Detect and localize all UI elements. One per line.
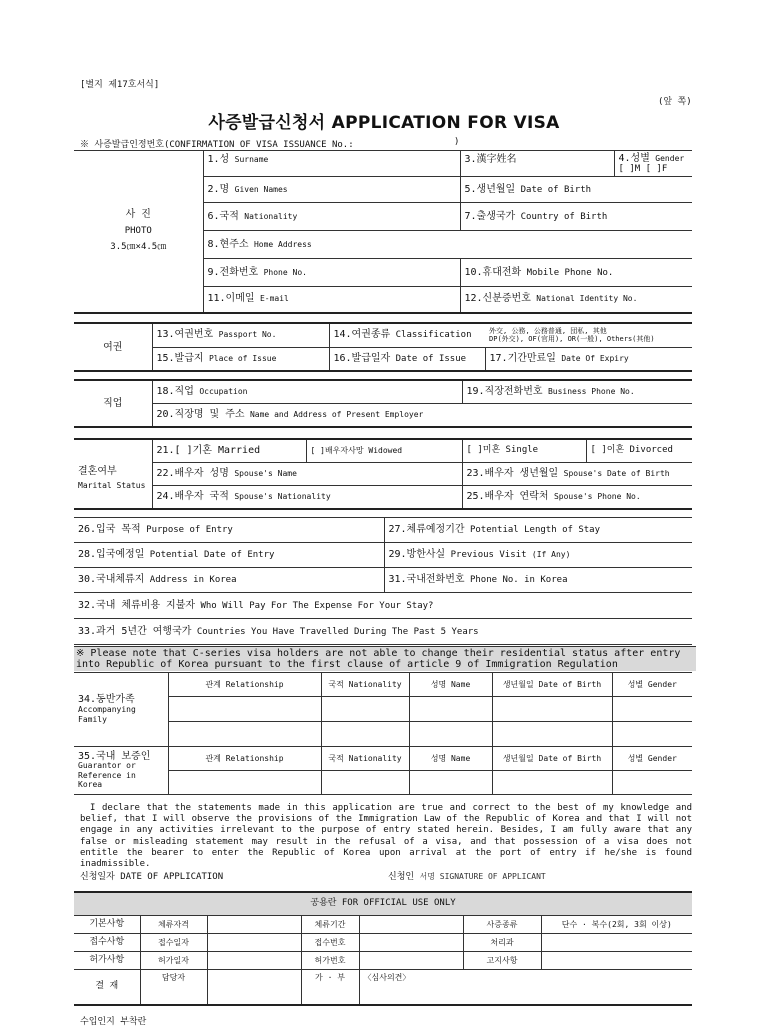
family-row-2-nationality[interactable] xyxy=(321,722,409,747)
spouse-nationality-field[interactable] xyxy=(152,485,462,509)
official-notice-value[interactable] xyxy=(541,951,692,969)
family-row-2-name[interactable] xyxy=(409,722,492,747)
official-permit-date-value[interactable] xyxy=(207,951,301,969)
national-id-label-en: National Identity No. xyxy=(536,294,638,304)
place-of-issue-label: 15.발급지 xyxy=(156,352,204,364)
occupation-label: 18.직업 xyxy=(156,385,194,397)
official-dept-value[interactable] xyxy=(541,933,692,951)
family-row-2-gender[interactable] xyxy=(612,722,692,747)
official-permit-no-value[interactable] xyxy=(359,951,463,969)
guarantor-nationality-header: 국적 Nationality xyxy=(321,747,409,771)
page-title: 사증발급신청서 APPLICATION FOR VISA xyxy=(208,113,560,133)
official-officer-label: 담당자 xyxy=(140,969,207,1005)
photo-box[interactable] xyxy=(74,151,203,313)
family-guarantor-table xyxy=(74,672,692,795)
given-names-field[interactable] xyxy=(203,177,460,203)
mobile-label: 10.휴대전화 xyxy=(464,266,522,278)
expense-payer-field[interactable] xyxy=(74,593,692,619)
date-of-expiry-label: 17.기간만료일 xyxy=(489,352,556,364)
divorced-option-label: [ ]이혼 Divorced xyxy=(590,445,673,456)
nationality-label: 6.국적 xyxy=(207,210,239,222)
single-option-label: [ ]미혼 Single xyxy=(466,445,539,456)
date-of-expiry-field[interactable] xyxy=(485,347,692,371)
passport-no-label-en: Passport No. xyxy=(218,330,277,340)
family-relationship-header: 관계 Relationship xyxy=(168,673,321,697)
countries-travelled-label: 33.과거 5년간 여행국가 xyxy=(78,625,192,637)
home-address-field[interactable] xyxy=(203,231,692,259)
single-option[interactable] xyxy=(462,439,586,462)
gender-label: 4.성별 xyxy=(618,152,650,164)
official-dept-label: 처리과 xyxy=(463,933,541,951)
photo-label-en: PHOTO xyxy=(124,226,152,237)
countries-travelled-field[interactable] xyxy=(74,619,692,645)
guarantor-row-gender[interactable] xyxy=(612,771,692,795)
occupation-label-en: Occupation xyxy=(199,386,248,396)
previous-visit-field[interactable] xyxy=(384,543,692,568)
official-review-opinion-label: 〈심사의견〉 xyxy=(363,972,411,982)
official-basic-info: 기본사항 xyxy=(74,915,140,933)
official-visa-type-value[interactable]: 단수 · 복수(2회, 3회 이상) xyxy=(541,915,692,933)
official-approval-label: 결 재 xyxy=(74,969,140,1005)
purpose-of-entry-field[interactable] xyxy=(74,518,384,543)
nationality-field[interactable] xyxy=(203,203,460,231)
home-address-label: 8.현주소 xyxy=(207,238,249,250)
photo-size: 3.5㎝×4.5㎝ xyxy=(110,242,167,253)
spouse-phone-field[interactable] xyxy=(462,485,692,509)
family-label xyxy=(74,673,168,747)
dob-label-en: Date of Birth xyxy=(520,184,592,195)
previous-visit-label-en: Previous Visit xyxy=(450,550,527,560)
date-of-entry-field[interactable] xyxy=(74,543,384,568)
spouse-phone-label-en: Spouse's Phone No. xyxy=(553,491,641,501)
passport-no-label: 13.여권번호 xyxy=(156,329,214,341)
given-names-label: 2.명 xyxy=(207,183,230,195)
official-visa-type-label: 사증종류 xyxy=(463,915,541,933)
dob-field[interactable] xyxy=(460,177,692,203)
occupation-field[interactable] xyxy=(152,380,462,403)
phone-in-korea-label: 31.국내전화번호 xyxy=(388,574,465,585)
employer-label-en: Name and Address of Present Employer xyxy=(249,409,424,419)
gender-label-en: Gender xyxy=(655,153,685,163)
chinese-name-label: 3.漢字姓名 xyxy=(464,154,517,165)
c-series-notice: ※ Please note that C-series visa holders are not able to change their residential status after entry into Republic of Korea pursuant to the first clause of article 9 of Immigration Regulation xyxy=(74,646,696,671)
official-permit-date-label: 허가일자 xyxy=(140,951,207,969)
family-name-header: 성명 Name xyxy=(409,673,492,697)
spouse-name-label: 22.배우자 성명 xyxy=(156,467,229,479)
passport-class-label-en: Classification xyxy=(395,330,472,341)
family-row-1-nationality[interactable] xyxy=(321,697,409,722)
guarantor-row-dob[interactable] xyxy=(492,771,612,795)
place-of-issue-field[interactable] xyxy=(152,347,329,371)
guarantor-label-en-1: Guarantor or xyxy=(78,761,136,770)
family-row-1-relationship[interactable] xyxy=(168,697,321,722)
date-of-expiry-label-en: Date Of Expiry xyxy=(561,353,629,363)
expense-payer-label-en: Who Will Pay For The Expense For Your Stay? xyxy=(200,600,434,611)
travel-table xyxy=(74,517,692,645)
spouse-nationality-label-en: Spouse's Nationality xyxy=(234,491,331,501)
mobile-field[interactable] xyxy=(460,259,692,287)
form-reference: [별지 제17호서식] xyxy=(80,80,160,90)
application-date[interactable]: 신청일자 DATE OF APPLICATION xyxy=(80,872,224,882)
guarantor-label-en-3: Korea xyxy=(78,780,103,789)
purpose-of-entry-label-en: Purpose of Entry xyxy=(146,525,233,535)
guarantor-label xyxy=(74,747,168,795)
email-label-en: E-mail xyxy=(259,294,289,304)
address-in-korea-field[interactable] xyxy=(74,568,384,593)
occupation-table xyxy=(74,379,692,428)
place-of-issue-label-en: Place of Issue xyxy=(208,353,277,363)
official-use-heading: 공용란 FOR OFFICIAL USE ONLY xyxy=(74,892,692,915)
guarantor-dob-header: 생년월일 Date of Birth xyxy=(492,747,612,771)
guarantor-row-relationship[interactable] xyxy=(168,771,321,795)
mobile-label-en: Mobile Phone No. xyxy=(526,267,614,278)
chinese-name-field[interactable] xyxy=(460,151,614,177)
spouse-phone-label: 25.배우자 연락처 xyxy=(466,490,549,502)
official-period-value[interactable] xyxy=(359,915,463,933)
family-label-en-2: Family xyxy=(78,714,107,724)
spouse-dob-field[interactable] xyxy=(462,462,692,485)
gender-field[interactable] xyxy=(614,151,692,177)
official-receipt-no-value[interactable] xyxy=(359,933,463,951)
date-of-issue-field[interactable] xyxy=(329,347,485,371)
business-phone-label: 19.직장전화번호 xyxy=(466,385,543,397)
official-status-value[interactable] xyxy=(207,915,301,933)
applicant-signature-label-en: 서명 SIGNATURE OF APPLICANT xyxy=(419,872,546,881)
email-field[interactable] xyxy=(203,287,460,313)
business-phone-field[interactable] xyxy=(462,380,692,403)
official-approve-reject[interactable]: 가 · 부 xyxy=(301,969,359,1005)
passport-no-field[interactable] xyxy=(152,323,329,347)
official-use-table xyxy=(74,891,692,1006)
home-address-label-en: Home Address xyxy=(253,239,312,249)
page-side-note: (앞 쪽) xyxy=(658,97,692,107)
surname-label: 1.성 xyxy=(207,154,230,165)
family-label-en-1: Accompanying xyxy=(78,704,136,714)
surname-label-en: Surname xyxy=(234,155,269,164)
passport-class-options-en: DP(外交), OF(官用), OR(一般), Others(其他) xyxy=(489,335,655,344)
phone-field[interactable] xyxy=(203,259,460,287)
length-of-stay-label: 27.체류예정기간 xyxy=(388,524,465,535)
family-row-2-relationship[interactable] xyxy=(168,722,321,747)
occupation-section-label: 직업 xyxy=(74,380,152,427)
spouse-nationality-label: 24.배우자 국적 xyxy=(156,490,229,502)
address-in-korea-label-en: Address in Korea xyxy=(149,575,237,585)
date-of-issue-label-en: Date of Issue xyxy=(395,353,467,364)
date-of-issue-label: 16.발급일자 xyxy=(333,352,391,364)
email-label: 11.이메일 xyxy=(207,293,255,305)
address-in-korea-label: 30.국내체류지 xyxy=(78,574,145,585)
spouse-dob-label: 23.배우자 생년월일 xyxy=(466,467,559,479)
guarantor-label-en-2: Reference in xyxy=(78,770,136,780)
family-gender-header: 성별 Gender xyxy=(612,673,692,697)
official-period-label: 체류기간 xyxy=(301,915,359,933)
applicant-signature-label: 신청인 xyxy=(388,872,415,882)
spouse-name-label-en: Spouse's Name xyxy=(234,468,297,478)
passport-table xyxy=(74,322,692,372)
passport-class-options[interactable] xyxy=(485,323,692,347)
passport-section-label: 여권 xyxy=(74,323,152,371)
official-officer-value[interactable] xyxy=(207,969,301,1005)
expense-payer-label: 32.국내 체류비용 지불자 xyxy=(78,599,196,611)
family-row-2-dob[interactable] xyxy=(492,722,612,747)
countries-travelled-label-en: Countries You Have Travelled During The Past 5 Years xyxy=(196,626,479,637)
employer-label: 20.직장명 및 주소 xyxy=(156,408,245,420)
official-receipt-info: 접수사항 xyxy=(74,933,140,951)
widowed-option-label: [ ]배우자사망 Widowed xyxy=(310,445,403,455)
country-of-birth-label-en: Country of Birth xyxy=(520,211,608,222)
nationality-label-en: Nationality xyxy=(244,211,298,221)
confirmation-number-line xyxy=(80,137,460,150)
spouse-dob-label-en: Spouse's Date of Birth xyxy=(563,468,670,478)
photo-label-kr: 사 진 xyxy=(125,209,151,221)
family-row-1-gender[interactable] xyxy=(612,697,692,722)
spouse-name-field[interactable] xyxy=(152,462,462,485)
family-label-kr: 34.동반가족 xyxy=(78,693,135,705)
phone-label: 9.전화번호 xyxy=(207,266,259,278)
guarantor-label-kr: 35.국내 보증인 xyxy=(78,750,151,762)
official-receipt-date-label: 접수일자 xyxy=(140,933,207,951)
family-row-1-name[interactable] xyxy=(409,697,492,722)
previous-visit-note: (If Any) xyxy=(531,550,571,559)
personal-info-table xyxy=(74,150,692,314)
guarantor-row-name[interactable] xyxy=(409,771,492,795)
widowed-option[interactable] xyxy=(306,439,462,462)
guarantor-gender-header: 성별 Gender xyxy=(612,747,692,771)
declaration-text: I declare that the statements made in this application are true and correct to the best of my knowledge and belief, that I will observe the provisions of the Immigration Law of the Republic of Korea and that I will not engage in any activities irrelevant to the purpose of entry stated herein. Besides, I am fully aware that any false or misleading statement may result in the refusal of a visa, and that possession of a visa does not entitle the bearer to enter the Republic of Korea upon arrival at the port of entry if he/she is found inadmissible. xyxy=(80,803,692,870)
national-id-field[interactable] xyxy=(460,287,692,313)
divorced-option[interactable] xyxy=(586,439,692,462)
guarantor-row-nationality[interactable] xyxy=(321,771,409,795)
country-of-birth-label: 7.출생국가 xyxy=(464,210,516,222)
guarantor-relationship-header: 관계 Relationship xyxy=(168,747,321,771)
revenue-stamp-area: 수입인지 부착란 xyxy=(80,1017,147,1027)
confirmation-label: ※ 사증발급인정번호(CONFIRMATION OF VISA ISSUANCE No.: xyxy=(80,140,354,150)
married-option-label: 21.[ ]기혼 Married xyxy=(156,444,261,456)
official-permit-no-label: 허가번호 xyxy=(301,951,359,969)
confirmation-close: ) xyxy=(454,137,460,147)
passport-class-field[interactable] xyxy=(329,323,485,347)
phone-in-korea-field[interactable] xyxy=(384,568,692,593)
official-notice-label: 고지사항 xyxy=(463,951,541,969)
given-names-label-en: Given Names xyxy=(234,184,288,194)
guarantor-name-header: 성명 Name xyxy=(409,747,492,771)
family-row-1-dob[interactable] xyxy=(492,697,612,722)
surname-field[interactable] xyxy=(203,151,460,177)
marital-label-en: Marital Status xyxy=(78,481,146,490)
length-of-stay-field[interactable] xyxy=(384,518,692,543)
marital-table xyxy=(74,438,692,510)
date-of-entry-label: 28.입국예정일 xyxy=(78,549,145,560)
marital-section-label xyxy=(74,439,152,509)
official-review-opinion[interactable] xyxy=(359,969,692,1005)
family-dob-header: 생년월일 Date of Birth xyxy=(492,673,612,697)
purpose-of-entry-label: 26.입국 목적 xyxy=(78,524,141,535)
official-receipt-no-label: 접수번호 xyxy=(301,933,359,951)
official-receipt-date-value[interactable] xyxy=(207,933,301,951)
previous-visit-label: 29.방한사실 xyxy=(388,549,446,560)
gender-options[interactable]: [ ]M [ ]F xyxy=(618,163,668,174)
dob-label: 5.생년월일 xyxy=(464,183,516,195)
country-of-birth-field[interactable] xyxy=(460,203,692,231)
phone-in-korea-label-en: Phone No. in Korea xyxy=(469,575,568,585)
national-id-label: 12.신분증번호 xyxy=(464,293,531,305)
applicant-signature[interactable] xyxy=(388,869,546,882)
official-permit-info: 허가사항 xyxy=(74,951,140,969)
business-phone-label-en: Business Phone No. xyxy=(547,386,635,396)
date-of-entry-label-en: Potential Date of Entry xyxy=(149,550,275,560)
official-status-label: 체류자격 xyxy=(140,915,207,933)
phone-label-en: Phone No. xyxy=(263,267,307,277)
length-of-stay-label-en: Potential Length of Stay xyxy=(469,525,600,535)
passport-class-label: 14.여권종류 xyxy=(333,329,391,341)
married-option[interactable] xyxy=(152,439,306,462)
employer-field[interactable] xyxy=(152,403,692,427)
passport-class-options-kr: 外交, 公務, 公務普通, 団私, 其他 xyxy=(489,327,607,336)
family-nationality-header: 국적 Nationality xyxy=(321,673,409,697)
marital-label-kr: 결혼여부 xyxy=(78,466,117,477)
